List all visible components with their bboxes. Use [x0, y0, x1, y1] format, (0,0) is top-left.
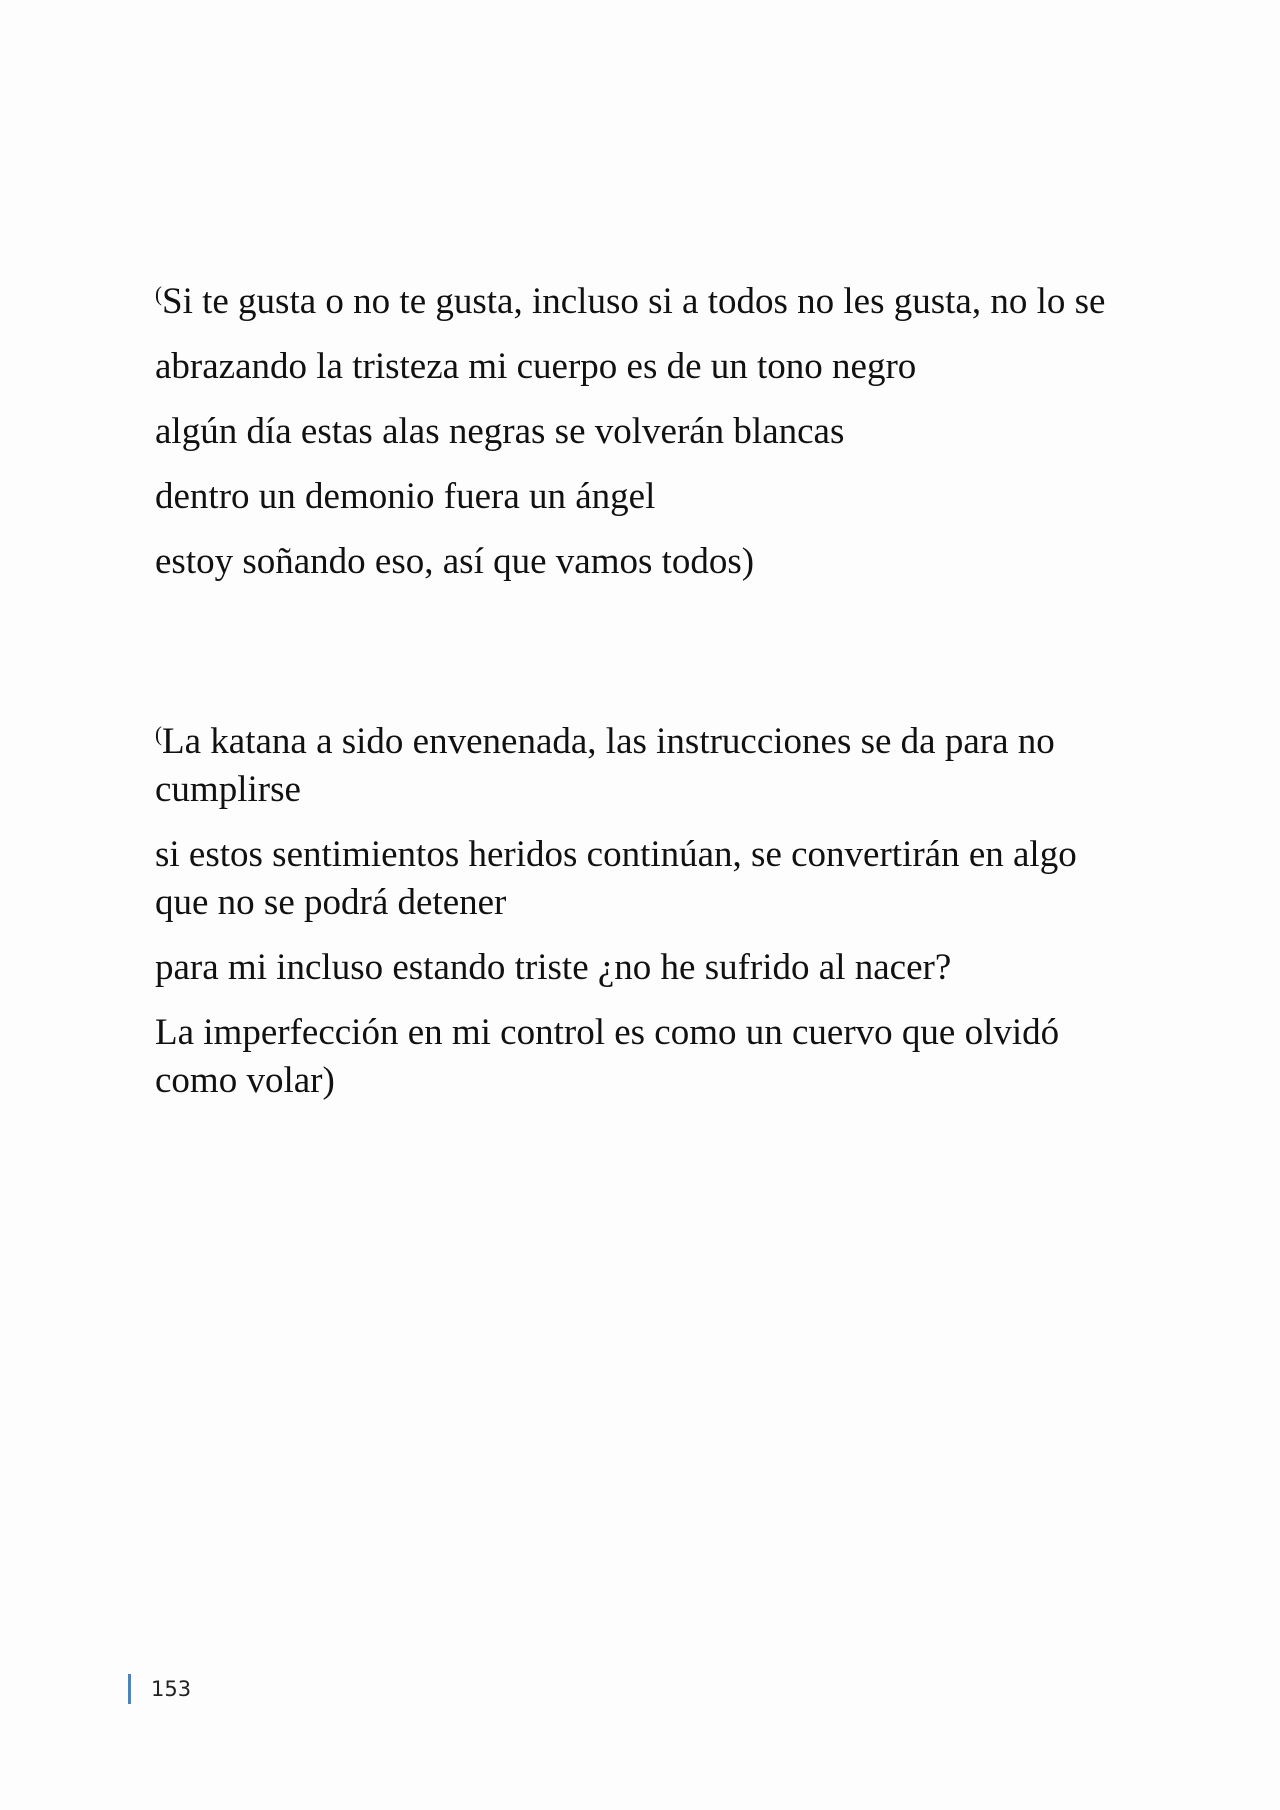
verse-line: para mi incluso estando triste ¿no he sufrido al nacer?	[155, 947, 952, 988]
verse-text: La katana a sido envenenada, las instrucciones se da para no cumplirse	[155, 721, 1055, 810]
verse-line: La imperfección en mi control es como un cuervo que olvidó como volar)	[155, 1012, 1060, 1101]
verse-open-mark: (	[155, 282, 162, 306]
verse-line	[155, 718, 1135, 814]
footer-accent-bar	[128, 1674, 131, 1704]
page-footer	[128, 1674, 191, 1704]
page-number: 153	[151, 1677, 192, 1701]
verse-line: abrazando la tristeza mi cuerpo es de un tono negro	[155, 346, 917, 387]
verse-line: dentro un demonio fuera un ángel	[155, 476, 656, 517]
verse-open-mark: (	[155, 722, 162, 746]
verse-line	[155, 278, 1135, 326]
verse-line: si estos sentimientos heridos continúan, se convertirán en algo que no se podrá detener	[155, 834, 1077, 923]
stanza-1	[155, 278, 1135, 603]
verse-line: algún día estas alas negras se volverán blancas	[155, 411, 845, 452]
stanza-2	[155, 718, 1135, 1122]
verse-line: estoy soñando eso, así que vamos todos)	[155, 541, 755, 582]
verse-text: Si te gusta o no te gusta, incluso si a todos no les gusta, no lo se	[162, 281, 1106, 322]
